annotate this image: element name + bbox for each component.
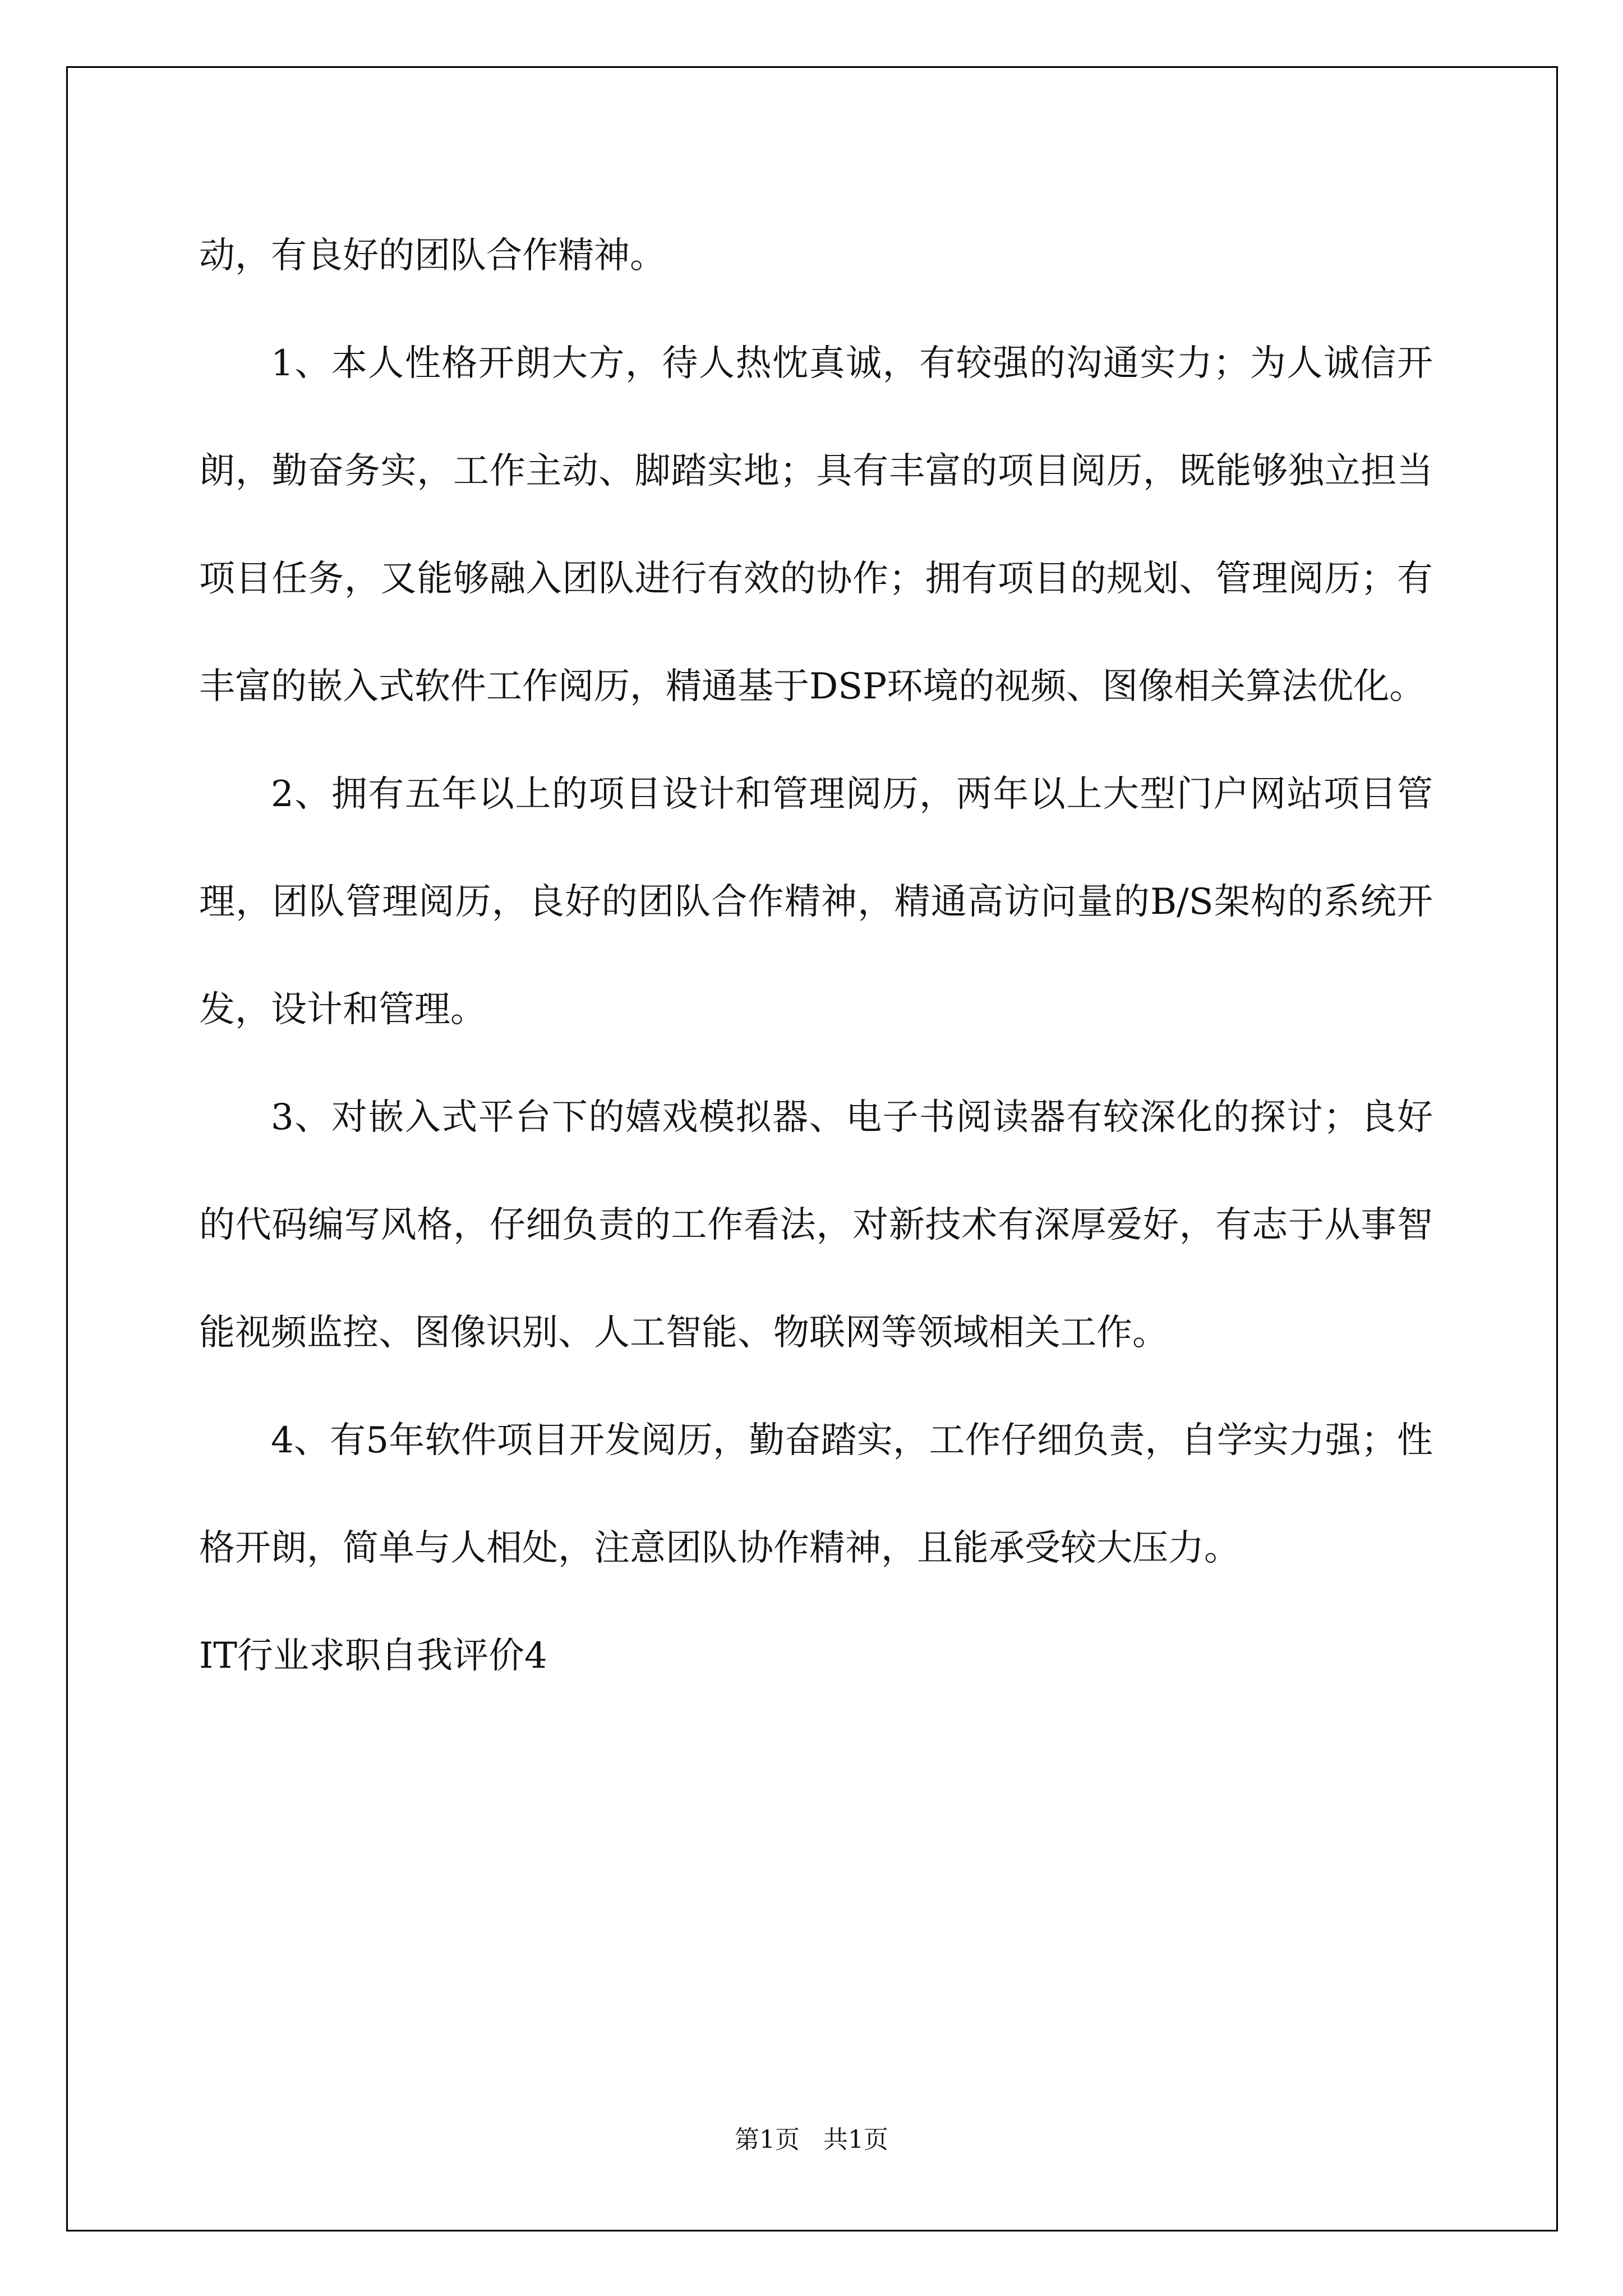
paragraph-item-1: 1、本人性格开朗大方，待人热忱真诚，有较强的沟通实力；为人诚信开朗，勤奋务实，工作主动、脚踏实地；具有丰富的项目阅历，既能够独立担当项目任务，又能够融入团队进行有效的协作；拥有项目的规划、管理阅历；有丰富的嵌入式软件工作阅历，精通基于DSP环境的视频、图像相关算法优化。 [199,343,1433,707]
paragraph-item-2: 2、拥有五年以上的项目设计和管理阅历，两年以上大型门户网站项目管理，团队管理阅历，良好的团队合作精神，精通高访问量的B/S架构的系统开发，设计和管理。 [199,774,1433,1030]
paragraph-continuation: 动，有良好的团队合作精神。 [199,235,666,277]
paragraph-item-4: 4、有5年软件项目开发阅历，勤奋踏实，工作仔细负责，自学实力强；性格开朗，简单与人相处，注意团队协作精神，且能承受较大压力。 [199,1420,1433,1569]
paragraph-item-3: 3、对嵌入式平台下的嬉戏模拟器、电子书阅读器有较深化的探讨；良好的代码编写风格，仔细负责的工作看法，对新技术有深厚爱好，有志于从事智能视频监控、图像识别、人工智能、物联网等领域相关工作。 [199,1097,1433,1354]
document-body [199,202,1433,1710]
page-footer: 第1页 共1页 [735,2125,888,2154]
section-heading: IT行业求职自我评价4 [199,1635,547,1677]
